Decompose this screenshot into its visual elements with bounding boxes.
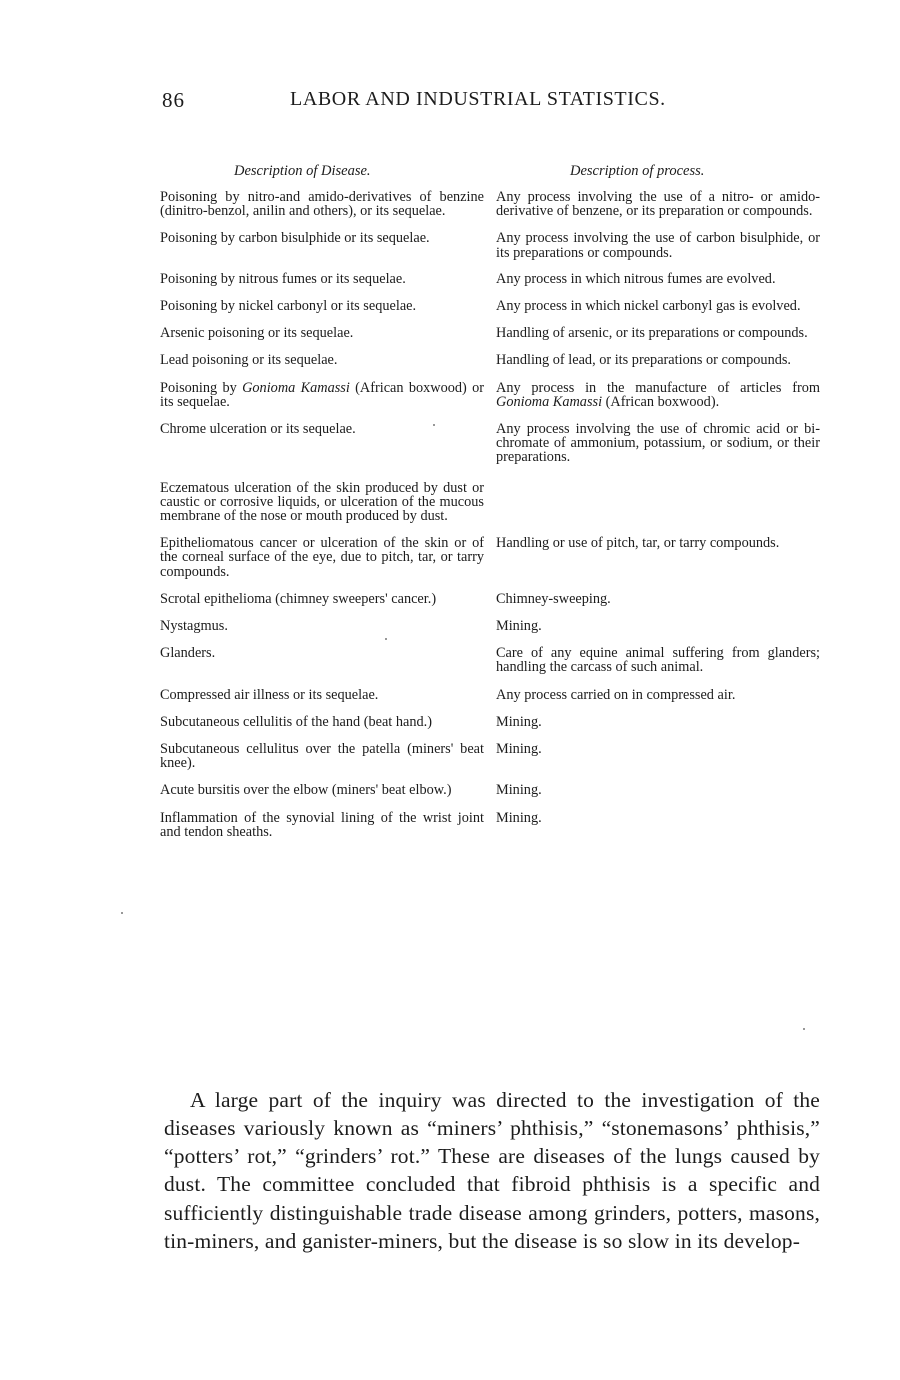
species-name-italic: Gonioma Kamassi [496, 393, 603, 410]
print-speck [433, 424, 435, 426]
disease-cell: Subcutaneous cellulitis of the hand (beat hand.) [160, 713, 432, 730]
disease-cell: Lead poisoning or its sequelae. [160, 352, 338, 369]
disease-cell: Chrome ulceration or its sequelae. [160, 421, 356, 438]
process-cell: Any process involving the use of carbon bisulphide, or its preparations or compounds. [496, 230, 820, 261]
print-speck [385, 638, 387, 640]
process-text-prefix: Any process in the manufacture of articles from [496, 379, 820, 396]
species-name-italic: Gonioma Kamassi [242, 379, 350, 396]
table-row [160, 381, 820, 409]
table-row [160, 811, 820, 839]
print-speck [121, 912, 123, 914]
process-cell: Handling or use of pitch, tar, or tarry compounds. [496, 535, 780, 552]
disease-cell: Poisoning by nitro-and amido-derivatives of benzine (dinitro-benzol, anilin and others), or its sequelae. [160, 189, 484, 220]
disease-cell [160, 381, 484, 409]
table-row [160, 326, 820, 340]
page-header [160, 88, 820, 116]
disease-cell: Arsenic poisoning or its sequelae. [160, 325, 354, 342]
disease-cell: Nystagmus. [160, 618, 228, 635]
running-title: LABOR AND INDUSTRIAL STATISTICS. [290, 88, 666, 110]
table-row [160, 422, 820, 465]
process-cell: Handling of arsenic, or its preparations or compounds. [496, 325, 808, 342]
table-column-headers [160, 163, 820, 183]
process-cell: Any process involving the use of a nitro- or amido-derivative of benzene, or its preparation or compounds. [496, 189, 820, 220]
page-number: 86 [162, 88, 185, 112]
disease-cell: Scrotal epithelioma (chimney sweepers' cancer.) [160, 590, 437, 607]
process-cell: Chimney-sweeping. [496, 590, 611, 607]
process-cell: Mining. [496, 618, 542, 635]
process-cell [496, 481, 820, 524]
disease-cell: Inflammation of the synovial lining of the wrist joint and tendon sheaths. [160, 809, 484, 840]
process-cell: Any process in which nitrous fumes are evolved. [496, 270, 776, 287]
table-row [160, 190, 820, 218]
disease-cell: Acute bursitis over the elbow (miners' beat elbow.) [160, 782, 452, 799]
table-row [160, 536, 820, 579]
body-paragraph: A large part of the inquiry was directed to the investigation of the diseases variously known as “miners’ phthisis,” “stonemasons’ phthisis,” “potters’ rot,” “grinders’ rot.” These are diseases of the lungs caused by dust. The committee concluded that fibroid phthisis is a specific and sufficiently distinguishable trade disease among grinders, potters, masons, tin-miners, and ganister-miners, but the disease is so slow in its develop- [164, 1087, 820, 1253]
table-row [160, 481, 820, 524]
disease-cell: Poisoning by nitrous fumes or its sequelae. [160, 270, 406, 287]
column-header-process: Description of process. [570, 163, 705, 179]
table-row [160, 646, 820, 674]
disease-cell: Eczematous ulceration of the skin produced by dust or caustic or corrosive liquids, or ulceration of the mucous membrane of the nose or mouth produced by dust. [160, 479, 484, 525]
process-cell: Any process involving the use of chromic acid or bi-chromate of ammonium, potassium, or sodium, or their preparations. [496, 421, 820, 466]
process-cell: Any process carried on in compressed air. [496, 686, 736, 703]
process-cell: Mining. [496, 782, 542, 799]
process-cell: Mining. [496, 713, 542, 730]
disease-cell: Poisoning by nickel carbonyl or its sequelae. [160, 298, 417, 315]
disease-cell: Glanders. [160, 645, 216, 662]
print-speck [803, 1028, 805, 1030]
disease-text-suffix: (African boxwood) or its sequelae. [160, 379, 485, 410]
table-row [160, 353, 820, 367]
process-text-suffix: (African boxwood). [602, 393, 720, 410]
table-row [160, 715, 820, 729]
disease-text-prefix: Poisoning by [160, 379, 243, 396]
table-row [160, 231, 820, 259]
column-header-disease: Description of Disease. [234, 163, 371, 179]
table-row [160, 619, 820, 633]
disease-cell: Subcutaneous cellulitus over the patella (miners' beat knee). [160, 741, 484, 772]
process-cell [496, 381, 820, 409]
process-cell: Handling of lead, or its preparations or compounds. [496, 352, 792, 369]
table-row [160, 688, 820, 702]
process-cell: Any process in which nickel carbonyl gas is evolved. [496, 298, 801, 315]
table-row [160, 783, 820, 797]
disease-cell: Compressed air illness or its sequelae. [160, 686, 379, 703]
table-row [160, 592, 820, 606]
table-row [160, 299, 820, 313]
process-cell: Mining. [496, 741, 542, 758]
disease-cell: Epitheliomatous cancer or ulceration of the skin or of the corneal surface of the eye, due to pitch, tar, or tarry compounds. [160, 535, 484, 580]
process-cell: Care of any equine animal suffering from glanders; handling the carcass of such animal. [496, 645, 820, 676]
table-row [160, 742, 820, 770]
disease-cell: Poisoning by carbon bisulphide or its sequelae. [160, 230, 430, 247]
process-cell: Mining. [496, 809, 542, 826]
disease-process-table [160, 190, 820, 852]
table-row [160, 272, 820, 286]
